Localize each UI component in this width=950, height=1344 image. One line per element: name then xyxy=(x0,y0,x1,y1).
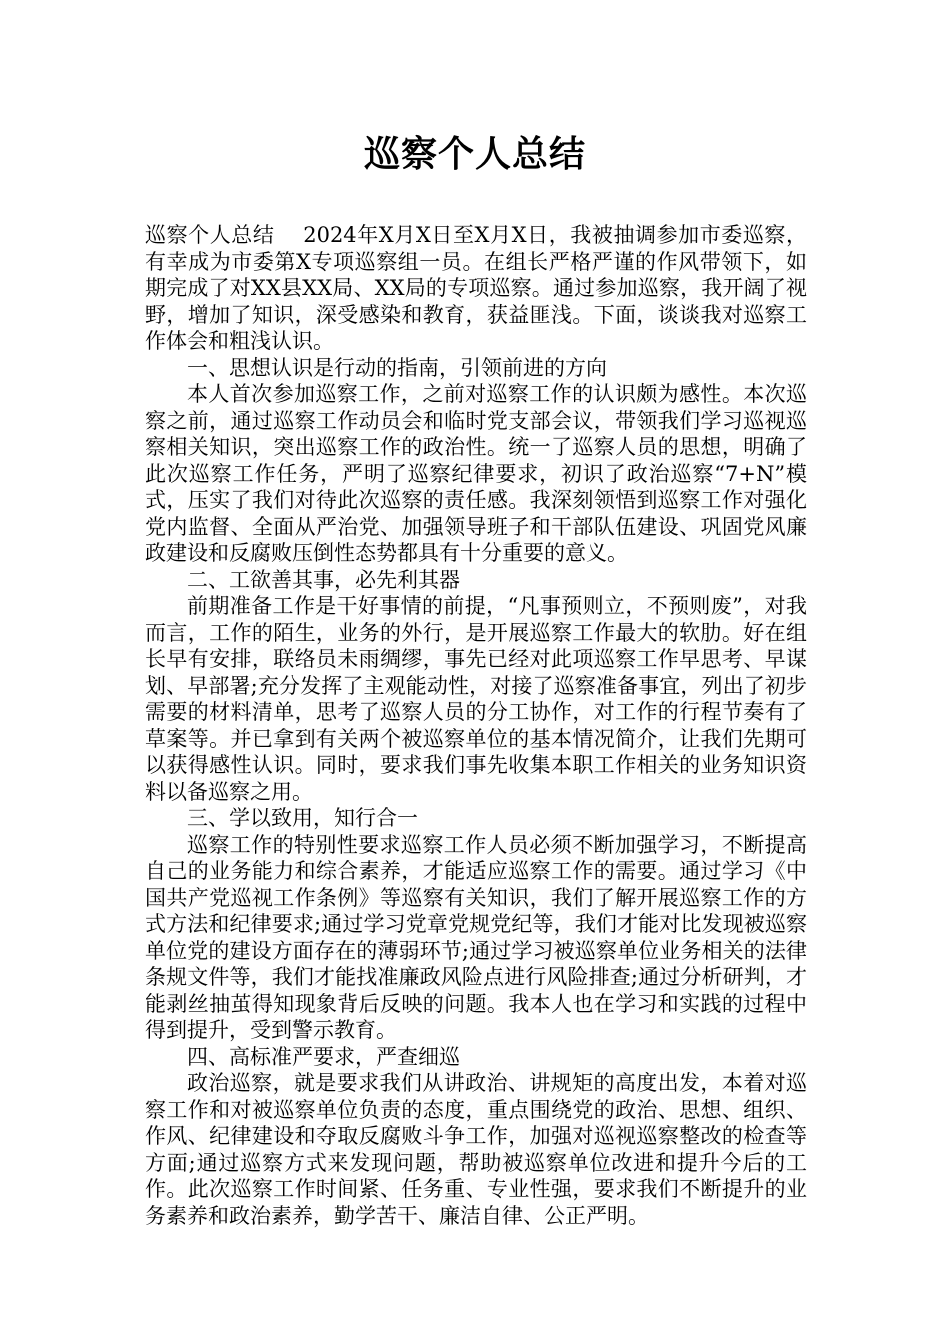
section-heading-1: 一、思想认识是行动的指南，引领前进的方向 xyxy=(187,355,607,380)
document-body xyxy=(145,222,807,1229)
section-heading-4: 四、高标准严要求，严查细巡 xyxy=(187,1044,460,1069)
paragraph-section-4: 政治巡察，就是要求我们从讲政治、讲规矩的高度出发，本着对巡察工作和对被巡察单位负责的态度，重点围绕党的政治、思想、组织、作风、纪律建设和夺取反腐败斗争工作，加强对巡视巡察整改的检查等方面;通过巡察方式来发现问题，帮助被巡察单位改进和提升今后的工作。此次巡察工作时间紧、任务重、专业性强，要求我们不断提升的业务素养和政治素养，勤学苦干、廉洁自律、公正严明。 xyxy=(145,1071,807,1228)
paragraph-intro: 巡察个人总结 2024年X月X日至X月X日，我被抽调参加市委巡察，有幸成为市委第X专项巡察组一员。在组长严格严谨的作风带领下，如期完成了对XX县XX局、XX局的专项巡察。通过参加巡察，我开阔了视野，增加了知识，深受感染和教育，获益匪浅。下面，谈谈我对巡察工作体会和粗浅认识。 xyxy=(145,223,807,353)
paragraph-section-1: 本人首次参加巡察工作，之前对巡察工作的认识颇为感性。本次巡察之前，通过巡察工作动员会和临时党支部会议，带领我们学习巡视巡察相关知识，突出巡察工作的政治性。统一了巡察人员的思想，明确了此次巡察工作任务，严明了巡察纪律要求，初识了政治巡察“7+N”模式，压实了我们对待此次巡察的责任感。我深刻领悟到巡察工作对强化党内监督、全面从严治党、加强领导班子和干部队伍建设、巩固党风廉政建设和反腐败压倒性态势都具有十分重要的意义。 xyxy=(145,382,807,565)
section-heading-3: 三、学以致用，知行合一 xyxy=(187,806,418,830)
section-heading-2: 二、工欲善其事，必先利其器 xyxy=(187,567,460,592)
document-title: 巡察个人总结 xyxy=(363,134,586,175)
paragraph-section-3: 巡察工作的特别性要求巡察工作人员必须不断加强学习，不断提高自己的业务能力和综合素养，才能适应巡察工作的需要。通过学习《中国共产党巡视工作条例》等巡察有关知识，我们了解开展巡察工作的方式方法和纪律要求;通过学习党章党规党纪等，我们才能对比发现被巡察单位党的建设方面存在的薄弱环节;通过学习被巡察单位业务相关的法律条规文件等，我们才能找准廉政风险点进行风险排查;通过分析研判，才能剥丝抽茧得知现象背后反映的问题。我本人也在学习和实践的过程中得到提升，受到警示教育。 xyxy=(145,832,807,1042)
paragraph-section-2: 前期准备工作是干好事情的前提，“凡事预则立，不预则废”，对我而言，工作的陌生，业务的外行，是开展巡察工作最大的软肋。好在组长早有安排，联络员未雨绸缪，事先已经对此项巡察工作早思考、早谋划、早部署;充分发挥了主观能动性，对接了巡察准备事宜，列出了初步需要的材料清单，思考了巡察人员的分工协作，对工作的行程节奏有了草案等。并已拿到有关两个被巡察单位的基本情况简介，让我们先期可以获得感性认识。同时，要求我们事先收集本职工作相关的业务知识资料以备巡察之用。 xyxy=(145,594,807,804)
